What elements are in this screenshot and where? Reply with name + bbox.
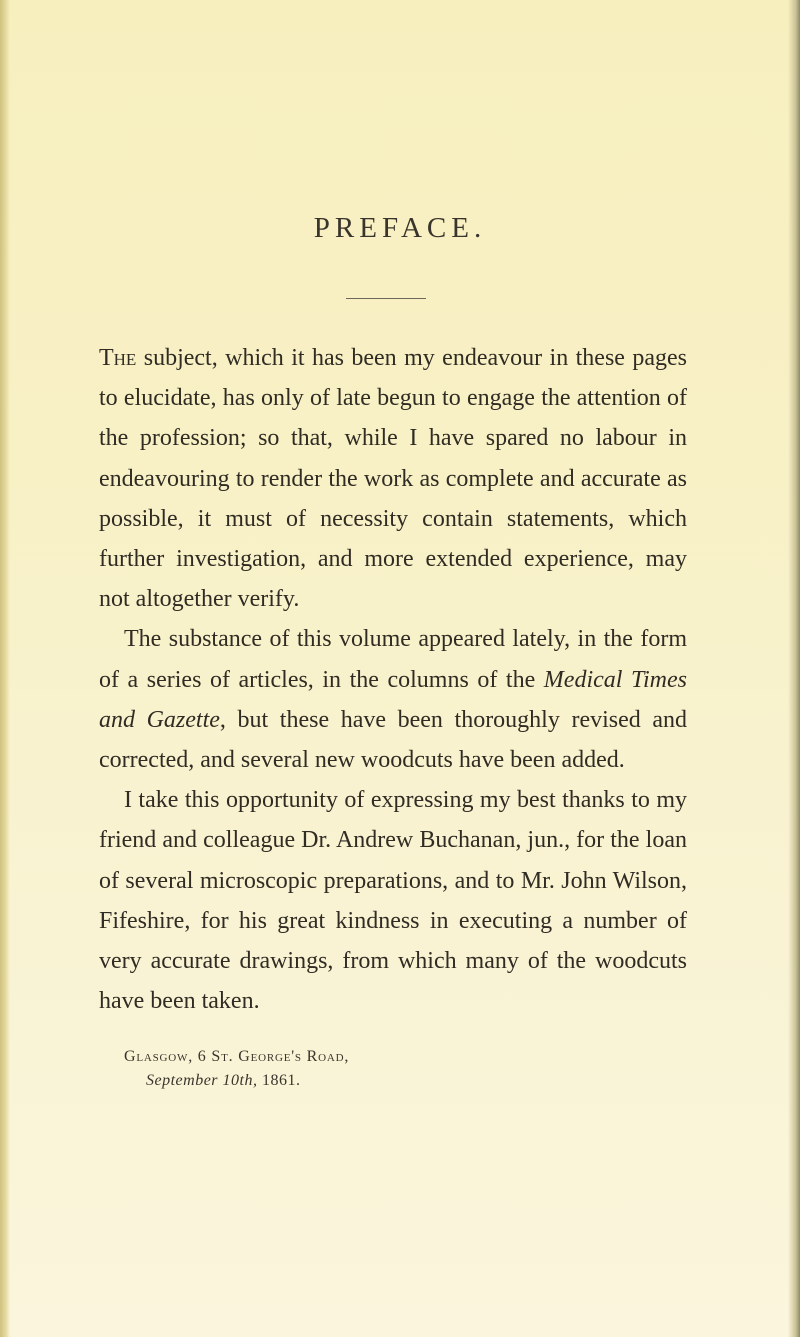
paragraph-2-text-before: The substance of this volume appeared lately, in the form of a series of articles, in the columns of the	[99, 626, 687, 693]
journal-title: Medical Times and Gazette	[99, 666, 688, 733]
signoff-date	[146, 1072, 300, 1090]
paragraph-1	[99, 338, 687, 619]
paragraph-2	[99, 619, 687, 780]
signoff-place: Glasgow, 6 St. George's Road,	[124, 1048, 350, 1065]
signoff-date-year: 1861.	[257, 1072, 301, 1089]
preface-body	[99, 338, 687, 1021]
paragraph-2-text-after: , but these have been thoroughly revised and corrected, and several new woodcuts have been added.	[99, 706, 688, 774]
paragraph-3	[99, 780, 687, 1021]
paragraph-1-lead-word: The	[99, 345, 137, 371]
signoff-date-day: September 10th,	[146, 1072, 258, 1089]
paragraph-1-text: subject, which it has been my endeavour in these pages to elucidate, has only of late begun to engage the attention of the profession; so that, while I have spared no labour in endeavouring to render the work as complete and accurate as possible, it must of necessity contain statements, which further investigation, and more extended experience, may not altogether verify.	[99, 345, 687, 613]
page-title: PREFACE.	[313, 212, 487, 244]
page-right-edge-shadow	[788, 0, 800, 1337]
title-divider	[346, 298, 426, 299]
page-left-edge-shadow	[0, 0, 10, 1337]
paragraph-3-text: I take this opportunity of expressing my best thanks to my friend and colleague Dr. Andrew Buchanan, jun., for the loan of several microscopic preparations, and to Mr. John Wilson, Fifeshire, for his great kindness in executing a number of very accurate drawings, from which many of the woodcuts have been taken.	[99, 787, 687, 1015]
